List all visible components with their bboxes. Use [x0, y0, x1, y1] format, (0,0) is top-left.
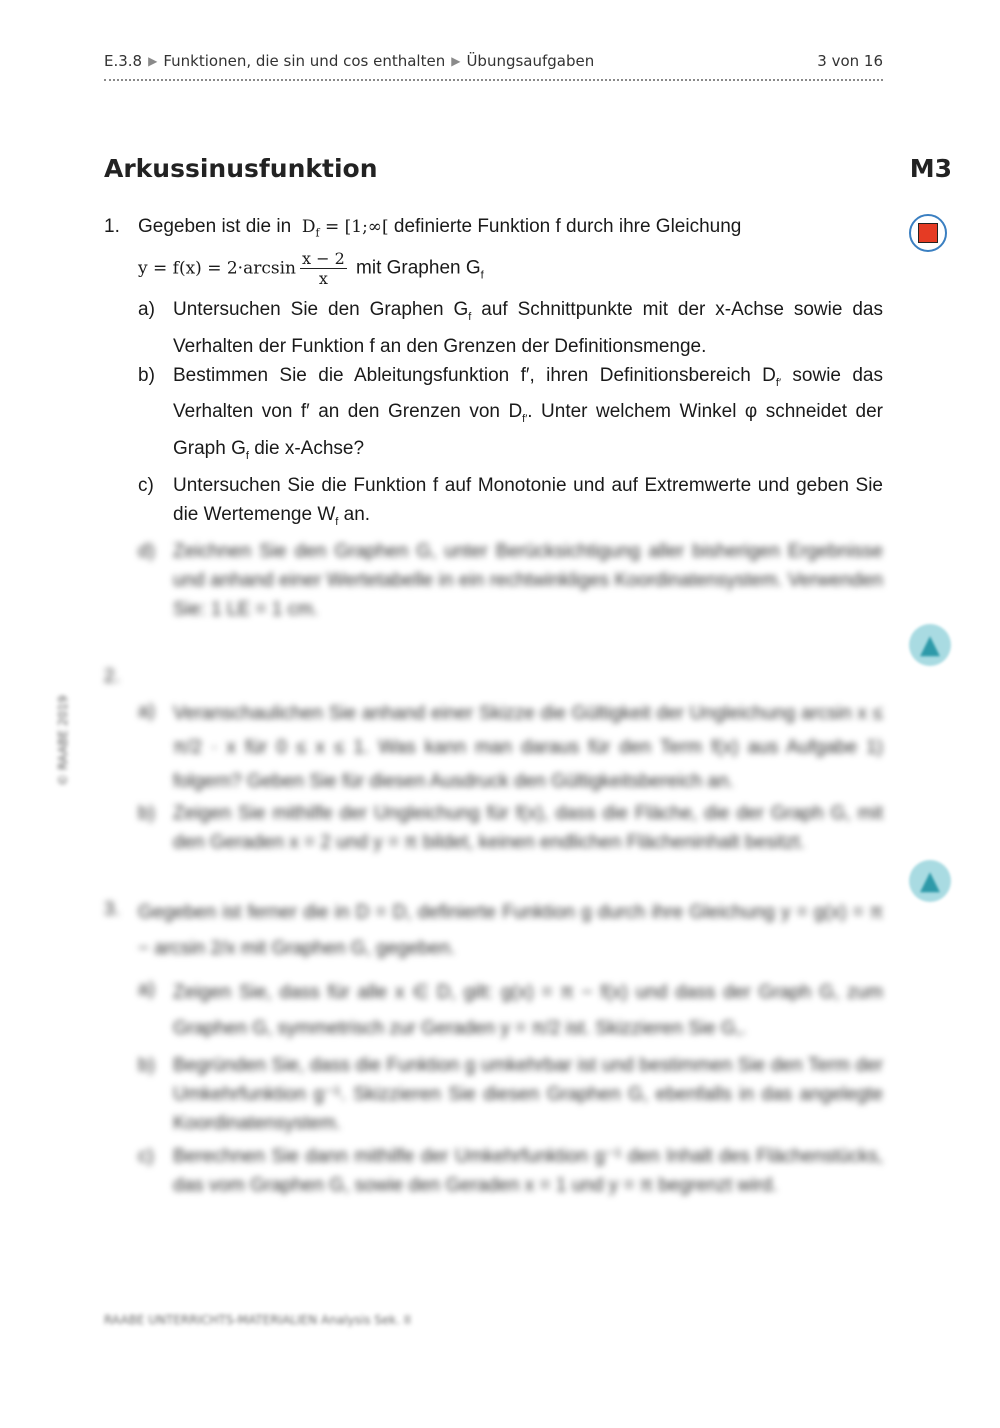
subtask-1c: c) Untersuchen Sie die Funktion f auf Monotonie und auf Extremwerte und geben Sie die Wertemenge $W_f$ an. [138, 474, 883, 528]
difficulty-medium-icon: ▲ [909, 624, 951, 666]
function-equation: y = f(x) = 2·arcsin $\frac{x - 2}{x}$ mit Graphen $G_f$ [138, 249, 484, 289]
task-number: 1. [104, 216, 120, 237]
math-domain: $D_f$ = [1;∞[ [301, 217, 389, 240]
copyright-note: © RAABE 2019 [56, 695, 70, 786]
material-type: Übungsaufgaben [466, 52, 595, 70]
subtask-2a: a) Veranschaulichen Sie anhand einer Skizze die Gültigkeit der Ungleichung arcsin x ≤ π/2 · x für 0 ≤ x ≤ 1. Was kann man daraus für den Term f(x) aus Aufgabe 1) folgern? Geben Sie für diesen Ausdruck den Gültigkeitsbereich an. [138, 700, 883, 792]
subtask-3a: a) Zeigen Sie, dass für alle x ∈ D, gilt: g(x) = π − f(x) und dass der Graph G, zum Graphen G, symmetrisch zur Geraden y = π/2 ist. Skizzieren Sie G,. [138, 978, 883, 1039]
subtask-3b: b) Begründen Sie, dass die Funktion g umkehrbar ist und bestimmen Sie den Term der Umkehrfunktion g⁻¹. Skizzieren Sie diesen Graphen G, ebenfalls in das angelegte Koordinatensystem. [138, 1054, 883, 1134]
exercise-body [104, 212, 883, 1200]
task-3: 3. Gegeben ist ferner die in D = D, definierte Funktion g durch ihre Gleichung y = g(x) = π − arcsin 2/x mit Graphen G, gegeben. a) Zeigen Sie, dass für alle x ∈ D, gilt: g(x) = π − f(x) und dass der Graph G, zum Graphen G, symmetrisch zur Geraden y = π/2 ist. Skizzieren Sie G,. b) Begründen Sie, dass die Funktion g umkehrbar ist und bestimmen Sie den Term der Umkehrfunktion g⁻¹. Skizzieren Sie diesen Graphen G, ebenfalls in das angelegte Koordinatensystem. c) Berechnen Sie dann mithilfe der Umkehrfunktion g⁻¹ den Inhalt des Flächenstücks, das vom Graphen G, sowie den Geraden x = 1 und y = π begrenzt wird. [104, 895, 883, 1200]
breadcrumb-arrow-icon: ▶ [148, 54, 158, 68]
subtask-1d: d) Zeichnen Sie den Graphen G, unter Berücksichtigung aller bisherigen Ergebnisse und anhand einer Wertetabelle in ein rechtwinkliges Koordinatensystem. Verwenden Sie: 1 LE = 1 cm. [138, 540, 883, 620]
page-footer: RAABE UNTERRICHTS-MATERIALIEN Analysis Sek. II [104, 1313, 411, 1327]
subtask-1a: a) Untersuchen Sie den Graphen $G_f$ auf Schnittpunkte mit der x-Achse sowie das Verhalten der Funktion f an den Grenzen der Definitionsmenge. [138, 298, 883, 357]
page-title: Arkussinusfunktion [104, 154, 378, 183]
chapter-title: Funktionen, die sin und cos enthalten [163, 52, 446, 70]
difficulty-medium-icon: ▲ [909, 860, 951, 902]
task-2 [104, 662, 883, 857]
section-number: E.3.8 [104, 52, 143, 70]
subtask-3c: c) Berechnen Sie dann mithilfe der Umkehrfunktion g⁻¹ den Inhalt des Flächenstücks, das vom Graphen G, sowie den Geraden x = 1 und y = π begrenzt wird. [138, 1145, 883, 1196]
task-text: Gegeben ist die in [138, 216, 292, 237]
difficulty-hard-icon [909, 214, 947, 252]
task-number: 3. [104, 898, 120, 920]
material-code: M3 [909, 154, 952, 183]
fraction: $\frac{x - 2}{x}$ [301, 249, 345, 289]
task-text: definierte Funktion f durch ihre Gleichung [393, 216, 742, 237]
subtask-2b: b) Zeigen Sie mithilfe der Ungleichung für f(x), dass die Fläche, die der Graph G, mit den Geraden x = 2 und y = π bildet, keinen endlichen Flächeninhalt besitzt. [138, 802, 883, 853]
page-header [104, 50, 883, 72]
task-number: 2. [104, 665, 120, 687]
subtask-1b: b) Bestimmen Sie die Ableitungsfunktion f′, ihren Definitionsbereich $D_{f'}$ sowie das Verhalten von f′ an den Grenzen von $D_{f'}$. Unter welchem Winkel φ schneidet der Graph $G_f$ die x-Achse? [138, 364, 883, 462]
breadcrumb-arrow-icon: ▶ [451, 54, 461, 68]
page-number: 3 von 16 [817, 52, 883, 70]
header-divider [104, 79, 883, 81]
task-1 [104, 212, 883, 291]
